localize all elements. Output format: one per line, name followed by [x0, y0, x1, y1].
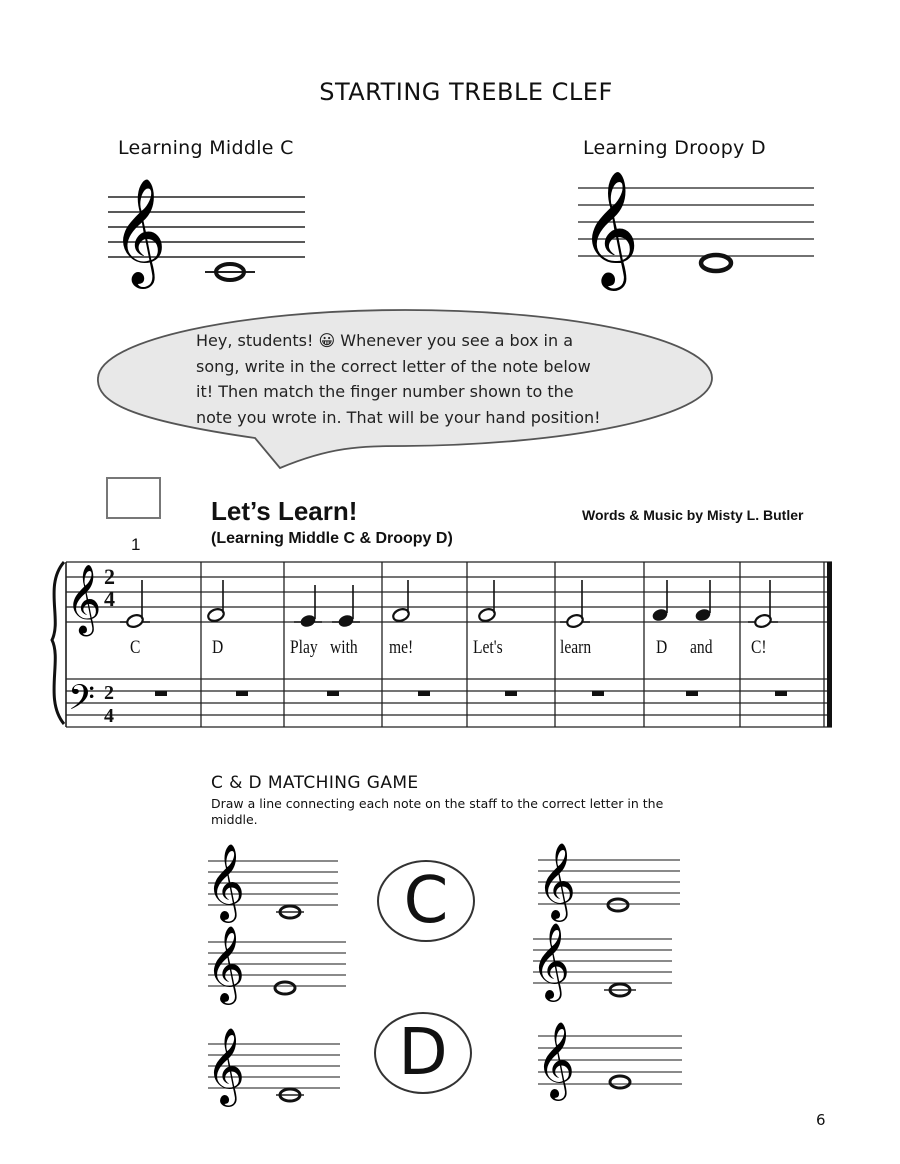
lyric-word: C	[130, 637, 141, 658]
svg-text:𝄞: 𝄞	[206, 925, 246, 1002]
svg-text:𝄞: 𝄞	[537, 842, 577, 919]
letter-c: C	[403, 864, 449, 938]
game-staff-left-3	[206, 1027, 340, 1107]
treble-time-bottom: 4	[104, 586, 115, 611]
svg-text:𝄞: 𝄞	[206, 843, 246, 920]
game-staff-right-3	[536, 1021, 682, 1101]
middle-c-staff	[108, 177, 305, 289]
svg-text:𝄞: 𝄞	[531, 922, 571, 999]
song-subtitle: (Learning Middle C & Droopy D)	[211, 530, 453, 547]
svg-text:𝄞: 𝄞	[536, 1021, 576, 1098]
bass-time-bottom: 4	[104, 705, 114, 727]
lyric-word: with	[330, 637, 358, 658]
bubble-line: song, write in the correct letter of the note below	[196, 356, 591, 376]
treble-clef-icon: 𝄞	[66, 564, 102, 634]
treble-clef-icon: 𝄞	[580, 169, 640, 286]
lyric-word: Let's	[473, 637, 503, 658]
game-title: C & D MATCHING GAME	[211, 773, 419, 793]
treble-clef-icon: 𝄞	[112, 177, 167, 284]
droopy-d-staff	[578, 169, 814, 291]
letter-circle-c[interactable]	[377, 860, 475, 942]
learning-middle-c-heading: Learning Middle C	[118, 137, 294, 159]
lyric-word: learn	[560, 637, 592, 658]
game-instructions: Draw a line connecting each note on the staff to the correct letter in the middle.	[211, 796, 664, 827]
game-staff-right-2	[531, 922, 672, 1002]
game-staff-right-1	[537, 842, 680, 922]
letter-circle-d[interactable]	[374, 1012, 472, 1094]
game-staff-left-2	[206, 925, 346, 1005]
treble-time-top: 2	[104, 564, 115, 589]
bubble-line: note you wrote in. That will be your hand position!	[196, 407, 601, 427]
game-staff-left-1	[206, 843, 338, 923]
page-title: STARTING TREBLE CLEF	[319, 78, 613, 106]
song-credit: Words & Music by Misty L. Butler	[582, 507, 804, 523]
speech-bubble-text	[196, 328, 636, 430]
whole-note-d	[701, 255, 731, 271]
time-signature	[104, 564, 115, 727]
lyric-word: C!	[751, 637, 767, 658]
lyric-word: D	[656, 637, 668, 658]
learning-droopy-d-heading: Learning Droopy D	[583, 137, 766, 159]
bubble-line: it! Then match the finger number shown to the	[196, 382, 574, 401]
bass-time-top: 2	[104, 682, 114, 704]
lyric-word: and	[690, 637, 713, 658]
bubble-line: Hey, students! 😀 Whenever you see a box in a	[196, 331, 574, 350]
lyric-word: me!	[389, 637, 414, 658]
lyric-word: Play	[290, 637, 318, 658]
page-number: 6	[816, 1111, 826, 1129]
svg-text:𝄞: 𝄞	[206, 1027, 246, 1104]
answer-box[interactable]	[106, 477, 161, 519]
grand-staff	[52, 562, 832, 727]
bass-clef-icon: 𝄢	[68, 677, 96, 726]
song-title: Let’s Learn!	[211, 496, 358, 526]
finger-number: 1	[131, 535, 141, 554]
lyric-word: D	[212, 637, 224, 658]
letter-d: D	[398, 1016, 448, 1090]
